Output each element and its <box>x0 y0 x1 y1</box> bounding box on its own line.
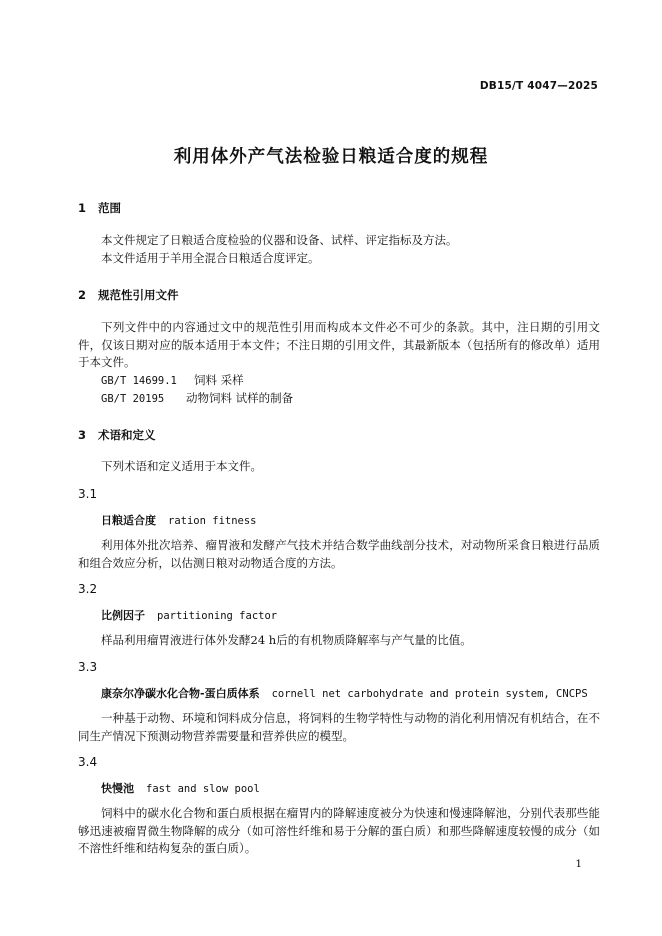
paragraph: 本文件适用于羊用全混合日粮适合度评定。 <box>101 251 320 265</box>
section-2-heading <box>78 287 179 303</box>
clause-number: 3.2 <box>78 582 98 596</box>
term-en: partitioning factor <box>157 610 278 622</box>
page-number: 1 <box>575 858 582 870</box>
term-entry <box>101 512 257 528</box>
term-entry <box>101 685 588 701</box>
normative-reference <box>101 390 293 406</box>
section-title: 术语和定义 <box>98 428 156 442</box>
term-cn: 比例因子 <box>101 609 145 622</box>
reference-code: GB/T 20195 <box>101 393 165 405</box>
paragraph: 本文件规定了日粮适合度检验的仪器和设备、试样、评定指标及方法。 <box>101 233 458 247</box>
term-en: cornell net carbohydrate and protein system, CNCPS <box>271 688 588 700</box>
clause-number: 3.4 <box>78 755 98 769</box>
term-en: ration fitness <box>168 515 257 527</box>
term-definition: 饲料中的碳水化合物和蛋白质根据在瘤胃内的降解速度被分为快速和慢速降解池，分别代表那些能够迅速被瘤胃微生物降解的成分（如可溶性纤维和易于分解的蛋白质）和那些降解速度较慢的成分（如不溶性纤维和结构复杂的蛋白质）。 <box>78 806 600 855</box>
paragraph: 下列术语和定义适用于本文件。 <box>101 459 262 473</box>
term-cn: 日粮适合度 <box>101 514 156 527</box>
term-definition: 利用体外批次培养、瘤胃液和发酵产气技术并结合数学曲线剖分技术，对动物所采食日粮进行品质和组合效应分析，以估测日粮对动物适合度的方法。 <box>78 538 600 570</box>
section-number: 3 <box>78 428 87 442</box>
section-number: 2 <box>78 288 87 302</box>
section-3-heading <box>78 427 156 443</box>
page-title: 利用体外产气法检验日粮适合度的规程 <box>173 147 489 167</box>
section-title: 范围 <box>98 201 121 215</box>
section-number: 1 <box>78 201 87 215</box>
section-title: 规范性引用文件 <box>98 288 179 302</box>
term-entry <box>101 607 277 623</box>
term-definition: 样品利用瘤胃液进行体外发酵24 h后的有机物质降解率与产气量的比值。 <box>101 633 472 647</box>
reference-title: 动物饲料 试样的制备 <box>186 391 294 405</box>
section-1-heading <box>78 200 121 216</box>
reference-title: 饲料 采样 <box>194 373 244 387</box>
clause-number: 3.1 <box>78 487 98 501</box>
term-cn: 康奈尔净碳水化合物-蛋白质体系 <box>101 687 260 700</box>
document-code: DB15/T 4047—2025 <box>479 80 598 92</box>
normative-reference <box>101 372 244 388</box>
term-en: fast and slow pool <box>146 783 260 795</box>
paragraph: 下列文件中的内容通过文中的规范性引用而构成本文件必不可少的条款。其中，注日期的引用文件，仅该日期对应的版本适用于本文件；不注日期的引用文件，其最新版本（包括所有的修改单）适用于本文件。 <box>78 320 600 369</box>
term-definition: 一种基于动物、环境和饲料成分信息，将饲料的生物学特性与动物的消化利用情况有机结合，在不同生产情况下预测动物营养需要量和营养供应的模型。 <box>78 711 600 743</box>
reference-code: GB/T 14699.1 <box>101 375 177 387</box>
clause-number: 3.3 <box>78 660 98 674</box>
term-cn: 快慢池 <box>101 782 134 795</box>
term-entry <box>101 780 260 796</box>
